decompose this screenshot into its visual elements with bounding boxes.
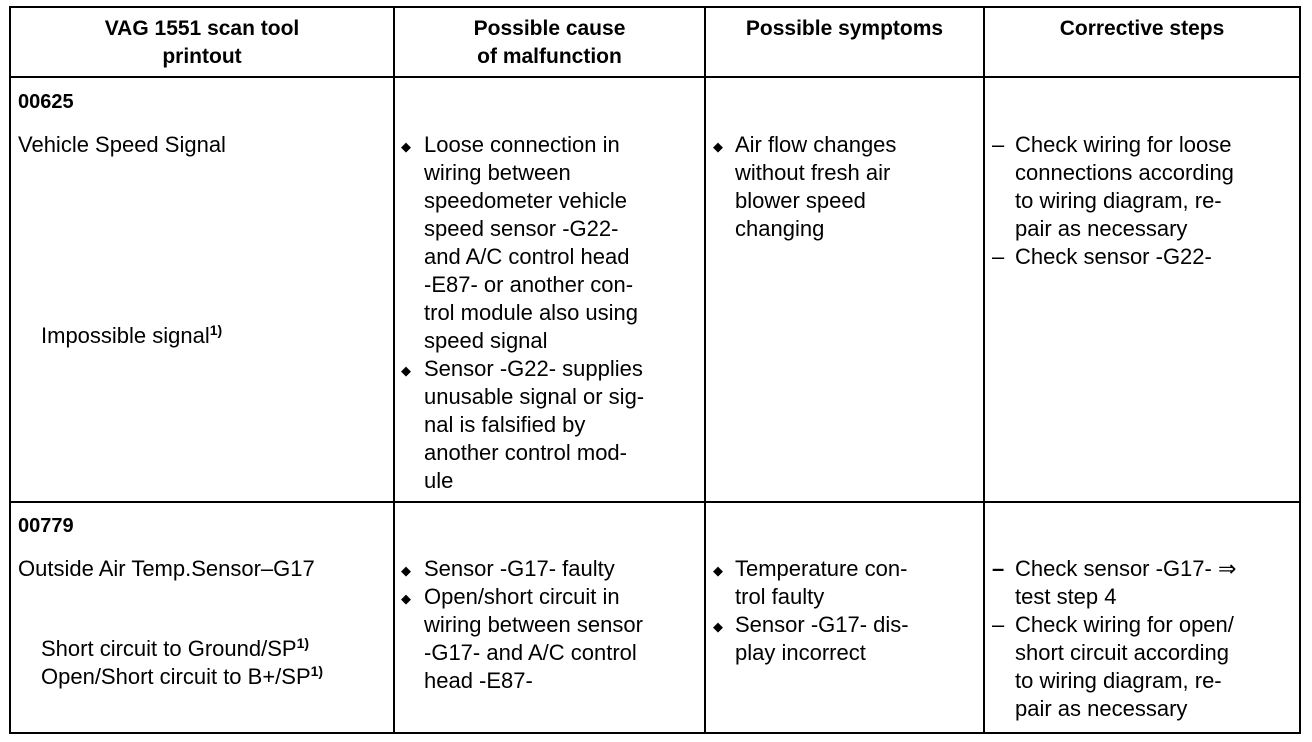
text-line: wiring between: [424, 160, 571, 185]
symptom-item: [735, 611, 909, 667]
text-line: Open/Short circuit to B+/SP: [41, 664, 311, 689]
text-line: Impossible signal: [41, 323, 210, 348]
text-line: Corrective steps: [1059, 17, 1225, 40]
text-line: printout: [162, 45, 242, 68]
bullet-icon: ◆: [713, 140, 723, 155]
bullet-icon: ◆: [401, 592, 411, 607]
text-line: to wiring diagram, re-: [1015, 668, 1222, 693]
text-line: trol module also using: [424, 300, 639, 325]
column-divider: [393, 6, 395, 734]
text-line: -G17- and A/C control: [424, 640, 637, 665]
step-item: [1015, 611, 1234, 723]
header-divider: [9, 76, 1301, 78]
text-line: Check wiring for loose: [1015, 132, 1232, 157]
header-possible-symptoms: [706, 15, 983, 43]
header-possible-cause: [395, 15, 704, 71]
text-line: head -E87-: [424, 668, 533, 693]
fault-code: 00779: [18, 515, 74, 537]
text-line: VAG 1551 scan tool: [104, 17, 300, 40]
text-line: pair as necessary: [1015, 216, 1188, 241]
text-line: Sensor -G17- dis-: [735, 612, 909, 637]
symptom-item: [735, 555, 907, 611]
text-line: speed sensor -G22-: [424, 216, 619, 241]
text-line: unusable signal or sig-: [424, 384, 645, 409]
cause-item: [424, 131, 638, 355]
text-line: and A/C control head: [424, 244, 630, 269]
text-line: Air flow changes: [735, 132, 897, 157]
dash-icon: –: [992, 612, 1005, 637]
footnote-marker: 1): [310, 663, 324, 679]
text-line: Check sensor -G17- ⇒: [1015, 556, 1237, 581]
bullet-icon: ◆: [713, 564, 723, 579]
column-divider: [704, 6, 706, 734]
fault-description: [41, 663, 323, 691]
symptom-item: [735, 131, 896, 243]
text-line: blower speed: [735, 188, 866, 213]
text-line: Possible symptoms: [745, 17, 944, 40]
text-line: Sensor -G22- supplies: [424, 356, 643, 381]
fault-description: [41, 635, 309, 663]
step-item: [1015, 243, 1212, 271]
step-item: [1015, 555, 1236, 611]
text-line: Possible cause: [473, 17, 626, 40]
bullet-icon: ◆: [713, 620, 723, 635]
text-line: Loose connection in: [424, 132, 620, 157]
text-line: connections according: [1015, 160, 1234, 185]
text-line: Open/short circuit in: [424, 584, 620, 609]
component-name: Outside Air Temp.Sensor–G17: [18, 556, 315, 581]
text-line: wiring between sensor: [424, 612, 643, 637]
text-line: pair as necessary: [1015, 696, 1188, 721]
text-line: Temperature con-: [735, 556, 908, 581]
fault-code: 00625: [18, 91, 74, 113]
text-line: speed signal: [424, 328, 548, 353]
footnote-marker: 1): [209, 322, 223, 338]
text-line: changing: [735, 216, 825, 241]
text-line: ule: [424, 468, 454, 493]
text-line: to wiring diagram, re-: [1015, 188, 1222, 213]
text-line: another control mod-: [424, 440, 627, 465]
text-line: short circuit according: [1015, 640, 1229, 665]
text-line: test step 4: [1015, 584, 1117, 609]
fault-description: [41, 322, 222, 350]
text-line: Check sensor -G22-: [1015, 244, 1212, 269]
text-line: Check wiring for open/: [1015, 612, 1234, 637]
text-line: -E87- or another con-: [424, 272, 634, 297]
bullet-icon: ◆: [401, 140, 411, 155]
header-scan-tool: [11, 15, 393, 71]
step-item: [1015, 131, 1234, 243]
text-line: speedometer vehicle: [424, 188, 628, 213]
dash-icon: –: [992, 132, 1005, 157]
cause-item: [424, 355, 644, 495]
text-line: trol faulty: [735, 584, 825, 609]
dash-icon: –: [992, 556, 1005, 581]
component-name: Vehicle Speed Signal: [18, 132, 226, 157]
column-divider: [983, 6, 985, 734]
text-line: nal is falsified by: [424, 412, 586, 437]
header-corrective-steps: [985, 15, 1299, 43]
bullet-icon: ◆: [401, 564, 411, 579]
text-line: play incorrect: [735, 640, 866, 665]
cause-item: [424, 555, 615, 583]
text-line: Short circuit to Ground/SP: [41, 636, 297, 661]
bullet-icon: ◆: [401, 364, 411, 379]
cause-item: [424, 583, 643, 695]
text-line: Sensor -G17- faulty: [424, 556, 615, 581]
row-divider: [9, 501, 1301, 503]
text-line: of malfunction: [477, 45, 622, 68]
footnote-marker: 1): [296, 635, 310, 651]
text-line: without fresh air: [735, 160, 891, 185]
dash-icon: –: [992, 244, 1005, 269]
